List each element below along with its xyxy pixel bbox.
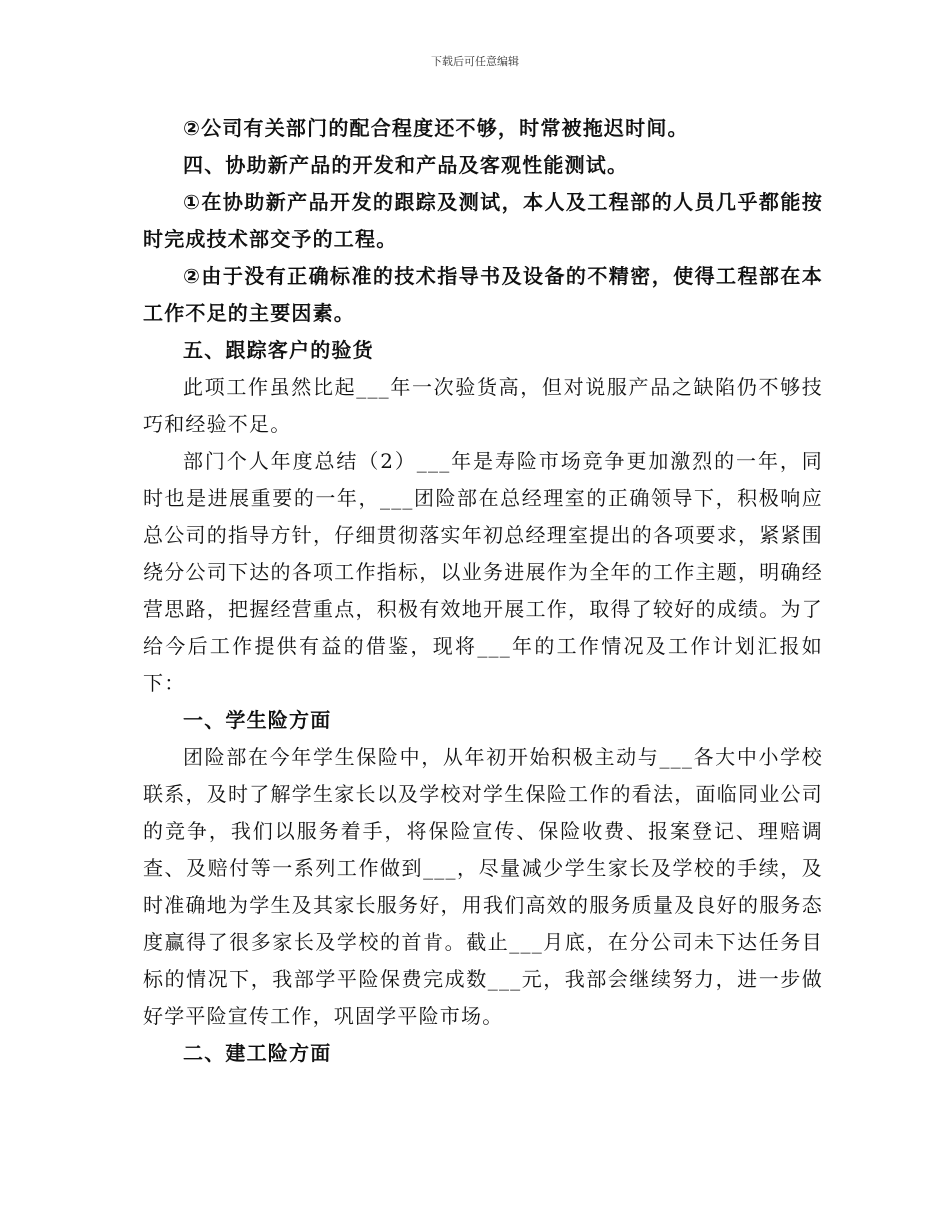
section-heading-student-insurance: 一、学生险方面 bbox=[183, 708, 332, 732]
section-heading-construction-insurance: 二、建工险方面 bbox=[183, 1041, 332, 1065]
paragraph-annual-summary: 部门个人年度总结（2）___年是寿险市场竞争更加激烈的一年，同时也是进展重要的一年，___团险部在总经理室的正确领导下，积极响应总公司的指导方针，仔细贯彻落实年初总经理室提出的各项要求，紧紧围绕分公司下达的各项工作指标，以业务进展作为全年的工作主题，明确经营思路，把握经营重点，积极有效地开展工作，取得了较好的成绩。为了给今后工作提供有益的借鉴，现将___年的工作情况及工作计划汇报如下： bbox=[143, 449, 823, 695]
paragraph-inspection: 此项工作虽然比起___年一次验货高，但对说服产品之缺陷仍不够技巧和经验不足。 bbox=[143, 375, 823, 436]
paragraph-new-product-testing: ①在协助新产品开发的跟踪及测试，本人及工程部的人员几乎都能按时完成技术部交予的工程。 bbox=[143, 190, 823, 251]
paragraph-standards-issue: ②由于没有正确标准的技术指导书及设备的不精密，使得工程部在本工作不足的主要因素。 bbox=[143, 264, 823, 325]
document-body bbox=[143, 110, 823, 1072]
page-header: 下载后可任意编辑 bbox=[431, 55, 519, 68]
section-heading-five: 五、跟踪客户的验货 bbox=[183, 338, 374, 362]
paragraph-student-insurance: 团险部在今年学生保险中，从年初开始积极主动与___各大中小学校联系，及时了解学生家长以及学校对学生保险工作的看法，面临同业公司的竞争，我们以服务着手，将保险宣传、保险收费、报案登记、理赔调查、及赔付等一系列工作做到___，尽量减少学生家长及学校的手续，及时准确地为学生及其家长服务好，用我们高效的服务质量及良好的服务态度赢得了很多家长及学校的首肯。截止___月底，在分公司未下达任务目标的情况下，我部学平险保费完成数___元，我部会继续努力，进一步做好学平险宣传工作，巩固学平险市场。 bbox=[143, 745, 823, 1028]
section-heading-four: 四、协助新产品的开发和产品及客观性能测试。 bbox=[183, 153, 629, 177]
paragraph-coordination-issue: ②公司有关部门的配合程度还不够，时常被拖迟时间。 bbox=[183, 116, 689, 140]
